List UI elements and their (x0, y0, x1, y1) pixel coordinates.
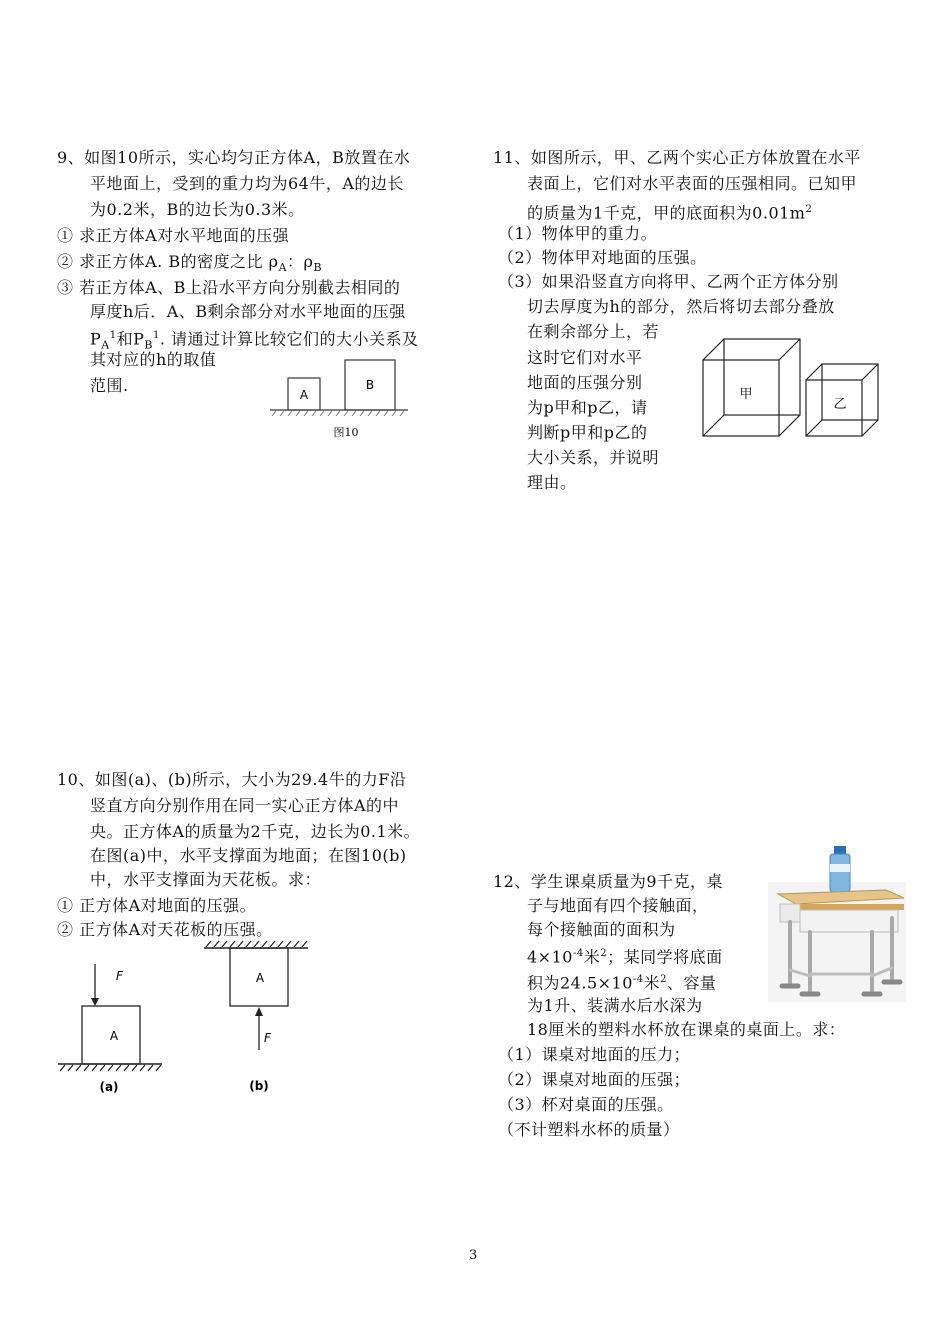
q10-line-5: 中，水平支撑面为天花板。求： (90, 870, 322, 889)
q12-line-11: （不计塑料水杯的质量） (498, 1120, 680, 1139)
cube-b-label: B (365, 378, 375, 392)
cube-a-label: A (299, 388, 309, 402)
q12-line-9: （2）课桌对地面的压强； (498, 1070, 691, 1089)
q12-line-2: 子与地面有四个接触面， (527, 896, 709, 915)
q11-line-10: 地面的压强分别 (527, 373, 643, 392)
figure-cubes (698, 334, 884, 440)
q11-line-14: 理由。 (527, 473, 577, 492)
force-arrowhead-b (255, 1007, 263, 1016)
q12-line-4: $4\times 10^{-4}$米$^2$；某同学将底面 (527, 947, 723, 967)
desk-side (780, 904, 800, 922)
force-label-b: F (264, 1031, 271, 1045)
block-b-label: A (255, 971, 265, 985)
water-bottle (830, 854, 850, 892)
q9-line-4: ① 求正方体A对水平地面的压强 (57, 226, 290, 245)
q11-line-11: 为p甲和p乙，请 (527, 398, 648, 417)
q9-line-5: ② 求正方体A. B的密度之比 $\rho_A$：$\rho_B$ (57, 252, 323, 275)
q11-line-13: 大小关系，并说明 (527, 448, 660, 467)
q10-line-7: ② 正方体A对天花板的压强。 (57, 920, 273, 939)
q10-line-2: 竖直方向分别作用在同一实心正方体A的中 (90, 796, 400, 815)
q11-line-4: （1）物体甲的重力。 (498, 224, 658, 243)
q11-line-5: （2）物体甲对地面的压强。 (498, 248, 707, 267)
q12-line-10: （3）杯对桌面的压强。 (498, 1095, 674, 1114)
q11-line-2: 表面上，它们对水平表面的压强相同。已知甲 (527, 174, 858, 193)
ground-hatching-a (60, 1065, 161, 1071)
q12-line-8: （1）课桌对地面的压力； (498, 1045, 691, 1064)
desk-drawer (800, 910, 898, 932)
q11-line-7: 切去厚度为h的部分，然后将切去部分叠放 (527, 297, 835, 316)
force-arrowhead-a (91, 998, 99, 1006)
q10-line-1: 10、如图(a)、(b)所示，大小为29.4牛的力F沿 (57, 770, 407, 789)
page-number: 3 (469, 1248, 478, 1263)
q11-line-12: 判断p甲和p乙的 (527, 423, 648, 442)
q11-line-1: 11、如图所示，甲、乙两个实心正方体放置在水平 (493, 148, 861, 167)
q12-line-1: 12、学生课桌质量为9千克，桌 (493, 872, 724, 891)
q9-line-8: $P_A^1$和$P_B^1$. 请通过计算比较它们的大小关系及 (90, 329, 419, 352)
q9-line-1: 9、如图10所示，实心均匀正方体A，B放置在水 (57, 148, 411, 167)
figure-10-caption: 图10 (333, 426, 359, 439)
q11-line-3: 的质量为1千克，甲的底面积为$0.01m^2$ (527, 203, 813, 223)
ceiling-hatching (206, 941, 307, 947)
desk-edge (796, 904, 904, 910)
q11-line-8: 在剩余部分上，若 (527, 322, 660, 341)
q10-line-6: ① 正方体A对地面的压强。 (57, 896, 257, 915)
q12-line-6: 为1升、装满水后水深为 (527, 996, 703, 1015)
bottle-label (830, 864, 850, 872)
ground-hatching (272, 411, 404, 416)
q12-line-3: 每个接触面的面积为 (527, 920, 676, 939)
q10-line-4: 在图(a)中，水平支撑面为地面；在图10(b) (90, 846, 407, 865)
force-label-a: F (116, 969, 123, 983)
figure-10b (202, 938, 312, 1098)
q12-line-7: 18厘米的塑料水杯放在课桌的桌面上。求： (527, 1020, 846, 1039)
figure-10a (56, 960, 168, 1100)
caption-a: (a) (99, 1080, 119, 1094)
q9-line-3: 为0.2米，B的边长为0.3米。 (90, 200, 305, 219)
q10-line-3: 央。正方体A的质量为2千克，边长为0.1米。 (90, 822, 421, 841)
caption-b: (b) (249, 1079, 269, 1093)
block-a-label: A (109, 1029, 119, 1043)
cube-jia-label: 甲 (739, 387, 753, 402)
q9-line-7: 厚度h后．A、B剩余部分对水平地面的压强 (90, 302, 406, 321)
q11-line-6: （3）如果沿竖直方向将甲、乙两个正方体分别 (498, 272, 839, 291)
q9-line-2: 平地面上，受到的重力均为64牛，A的边长 (90, 174, 404, 193)
q9-line-6: ③ 若正方体A、B上沿水平方向分别截去相同的 (57, 278, 401, 297)
desk-photo (768, 846, 906, 1002)
q9-line-9: 其对应的h的取值 (90, 350, 217, 369)
q9-line-10: 范围. (90, 376, 129, 395)
q12-line-5: 积为$24.5\times 10^{-4}$米$^2$、容量 (527, 973, 717, 993)
figure-10 (266, 352, 412, 444)
cube-yi-label: 乙 (833, 397, 847, 412)
q11-line-9: 这时它们对水平 (527, 348, 643, 367)
bottle-cap (834, 846, 846, 854)
